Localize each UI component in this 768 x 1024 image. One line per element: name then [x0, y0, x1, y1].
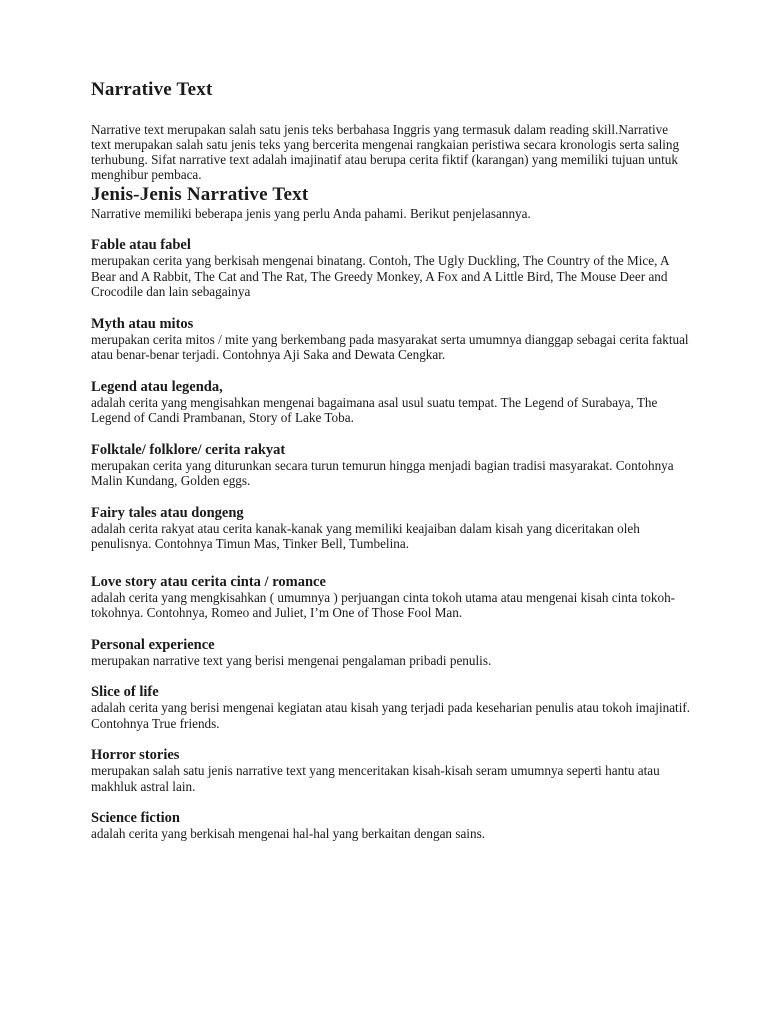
section-text: adalah cerita yang mengkisahkan ( umumnya ) perjuangan cinta tokoh utama atau mengenai kisah cinta tokoh-tokohnya. Contohnya, Romeo and Juliet, I’m One of Those Fool Man.	[91, 589, 676, 620]
document-page	[91, 78, 691, 842]
section-myth	[91, 316, 691, 363]
section-text: adalah cerita yang berkisah mengenai hal-hal yang berkaitan dengan sains.	[91, 826, 485, 841]
section-heading: Fable atau fabel	[91, 237, 191, 253]
document-title: Narrative Text	[91, 79, 213, 100]
section-text: adalah cerita yang berisi mengenai kegiatan atau kisah yang terjadi pada keseharian penulis atau tokoh imajinatif. Contohnya True friends.	[91, 700, 691, 731]
section-science-fiction	[91, 810, 691, 842]
section-folktale	[91, 442, 691, 489]
section-horror-stories	[91, 747, 691, 794]
section-heading: Horror stories	[91, 747, 180, 763]
section-legend	[91, 379, 691, 426]
section-heading: Folktale/ folklore/ cerita rakyat	[91, 441, 286, 458]
section-heading: Fairy tales atau dongeng	[91, 504, 244, 521]
section-heading: Personal experience	[91, 636, 215, 653]
section-text: merupakan cerita yang diturunkan secara turun temurun hingga menjadi bagian tradisi masyarakat. Contohnya Malin Kundang, Golden eggs.	[91, 457, 674, 488]
section-slice-of-life	[91, 684, 691, 731]
section-fable	[91, 237, 691, 300]
subtitle-description: Narrative memiliki beberapa jenis yang perlu Anda pahami. Berikut penjelasannya.	[91, 206, 531, 221]
section-heading: Myth atau mitos	[91, 315, 194, 332]
section-heading: Science fiction	[91, 810, 180, 826]
section-subtitle: Jenis-Jenis Narrative Text	[91, 184, 309, 205]
section-heading: Legend atau legenda,	[91, 378, 223, 395]
section-text: merupakan salah satu jenis narrative text yang menceritakan kisah-kisah seram umumnya seperti hantu atau makhluk astral lain.	[91, 763, 660, 794]
section-heading: Love story atau cerita cinta / romance	[91, 573, 326, 590]
section-personal-experience	[91, 637, 691, 669]
section-heading: Slice of life	[91, 684, 159, 700]
section-text: merupakan cerita yang berkisah mengenai binatang. Contoh, The Ugly Duckling, The Country of the Mice, A Bear and A Rabbit, The Cat and The Rat, The Greedy Monkey, A Fox and A Little Bird, The Mouse Deer and Crocodile dan lain sebagainya	[91, 253, 669, 299]
section-text: adalah cerita rakyat atau cerita kanak-kanak yang memiliki keajaiban dalam kisah yang diceritakan oleh penulisnya. Contohnya Timun Mas, Tinker Bell, Tumbelina.	[91, 520, 640, 551]
section-text: merupakan narrative text yang berisi mengenai pengalaman pribadi penulis.	[91, 652, 492, 668]
intro-paragraph: Narrative text merupakan salah satu jenis teks berbahasa Inggris yang termasuk dalam reading skill.Narrative text merupakan salah satu jenis teks yang bercerita mengenai rangkaian peristiwa secara kronologis serta saling terhubung. Sifat narrative text adalah imajinatif atau berupa cerita fiktif (karangan) yang memiliki tujuan untuk menghibur pembaca.	[91, 122, 680, 182]
section-fairy-tales	[91, 505, 691, 552]
section-love-story	[91, 574, 691, 621]
section-text: merupakan cerita mitos / mite yang berkembang pada masyarakat serta umumnya dianggap sebagai cerita faktual atau benar-benar terjadi. Contohnya Aji Saka and Dewata Cengkar.	[91, 331, 689, 362]
section-text: adalah cerita yang mengisahkan mengenai bagaimana asal usul suatu tempat. The Legend of Surabaya, The Legend of Candi Prambanan, Story of Lake Toba.	[91, 394, 658, 425]
